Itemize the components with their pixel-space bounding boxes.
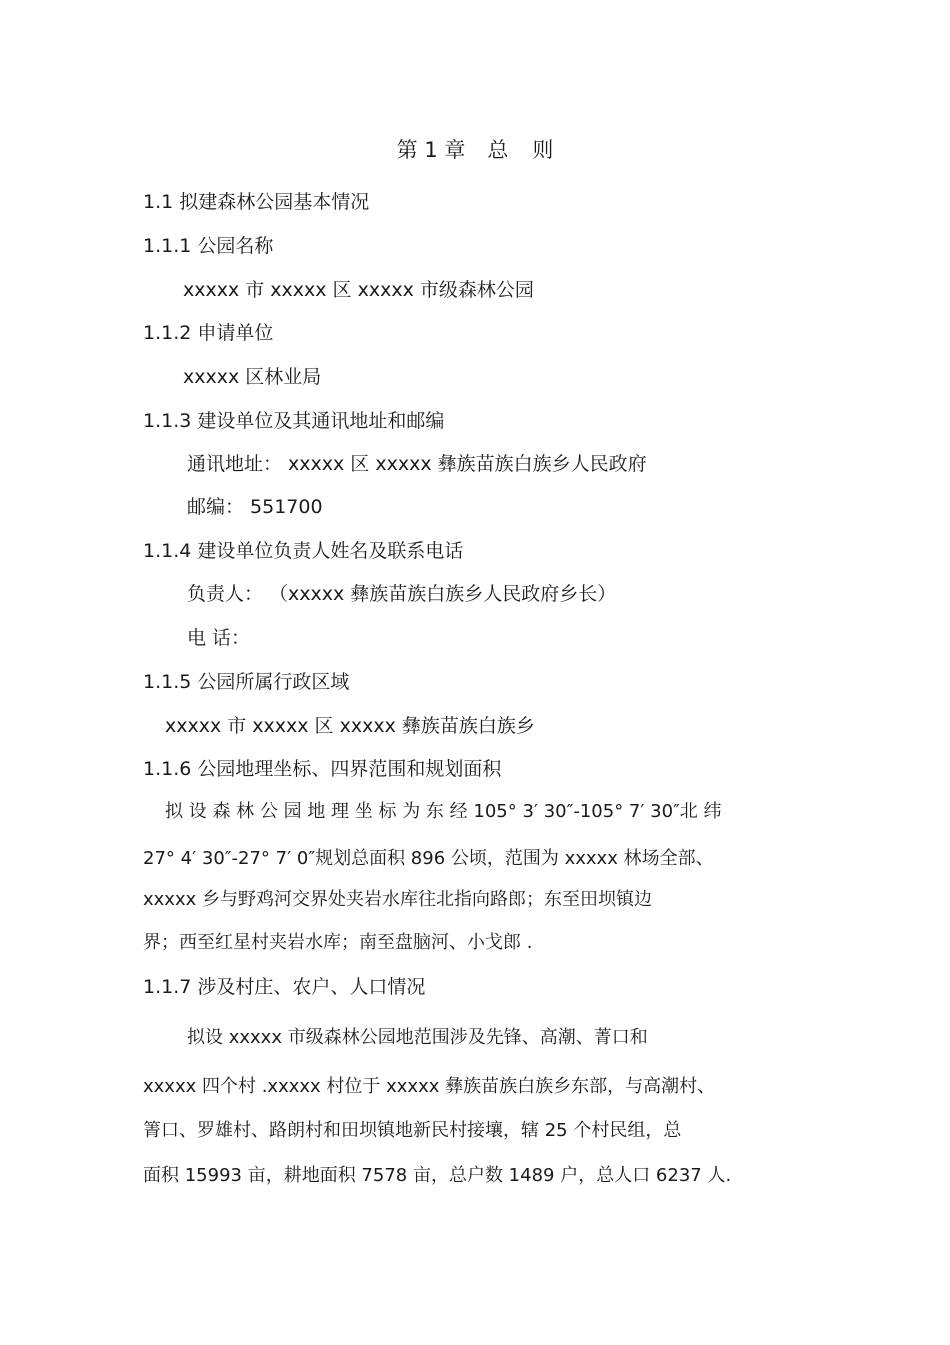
boundary-line-2: 界；西至红星村夹岩水库；南至盘脑河、小戈郎 .: [143, 932, 533, 953]
park-name-value: xxxxx 市 xxxxx 区 xxxxx 市级森林公园: [183, 279, 534, 301]
coordinates-line-2: 27° 4′ 30″-27° 7′ 0″规划总面积 896 公顷，范围为 xxxxx 林场全部、: [143, 848, 714, 869]
chapter-word-2: 则: [532, 138, 554, 162]
villages-line-2: xxxxx 四个村 .xxxxx 村位于 xxxxx 彝族苗族白族乡东部，与高潮村、: [143, 1076, 716, 1097]
chapter-word-1: 总: [487, 138, 509, 162]
subsection-heading-villages: 1.1.7 涉及村庄、农户、人口情况: [143, 976, 426, 998]
villages-line-3: 箐口、罗雄村、路朗村和田坝镇地新民村接壤，辖 25 个村民组，总: [143, 1120, 682, 1141]
subsection-heading-contact: 1.1.4 建设单位负责人姓名及联系电话: [143, 540, 464, 562]
subsection-heading-builder-address: 1.1.3 建设单位及其通讯地址和邮编: [143, 410, 445, 432]
chapter-title: [0, 136, 950, 164]
telephone: 电 话：: [187, 627, 251, 649]
subsection-heading-coordinates: 1.1.6 公园地理坐标、四界范围和规划面积: [143, 758, 502, 780]
coordinates-line-1: 拟 设 森 林 公 园 地 理 坐 标 为 东 经 105° 3′ 30″-105° 7′ 30″北 纬: [165, 801, 722, 822]
villages-line-1: 拟设 xxxxx 市级森林公园地范围涉及先锋、高潮、菁口和: [187, 1027, 648, 1048]
chapter-number: 第 1 章: [396, 138, 466, 162]
subsection-heading-park-name: 1.1.1 公园名称: [143, 235, 274, 257]
subsection-heading-applicant: 1.1.2 申请单位: [143, 322, 274, 344]
mailing-address: 通讯地址： xxxxx 区 xxxxx 彝族苗族白族乡人民政府: [187, 453, 647, 475]
responsible-person: 负责人： （xxxxx 彝族苗族白族乡人民政府乡长）: [187, 583, 617, 605]
postal-code: 邮编： 551700: [187, 496, 323, 518]
boundary-line-1: xxxxx 乡与野鸡河交界处夹岩水库往北指向路郎；东至田坝镇边: [143, 889, 652, 910]
section-heading-1-1: 1.1 拟建森林公园基本情况: [143, 191, 370, 213]
admin-region-value: xxxxx 市 xxxxx 区 xxxxx 彝族苗族白族乡: [165, 715, 535, 737]
subsection-heading-admin-region: 1.1.5 公园所属行政区域: [143, 671, 350, 693]
villages-line-4: 面积 15993 亩，耕地面积 7578 亩，总户数 1489 户，总人口 6237 人.: [143, 1165, 732, 1186]
applicant-value: xxxxx 区林业局: [183, 366, 322, 388]
